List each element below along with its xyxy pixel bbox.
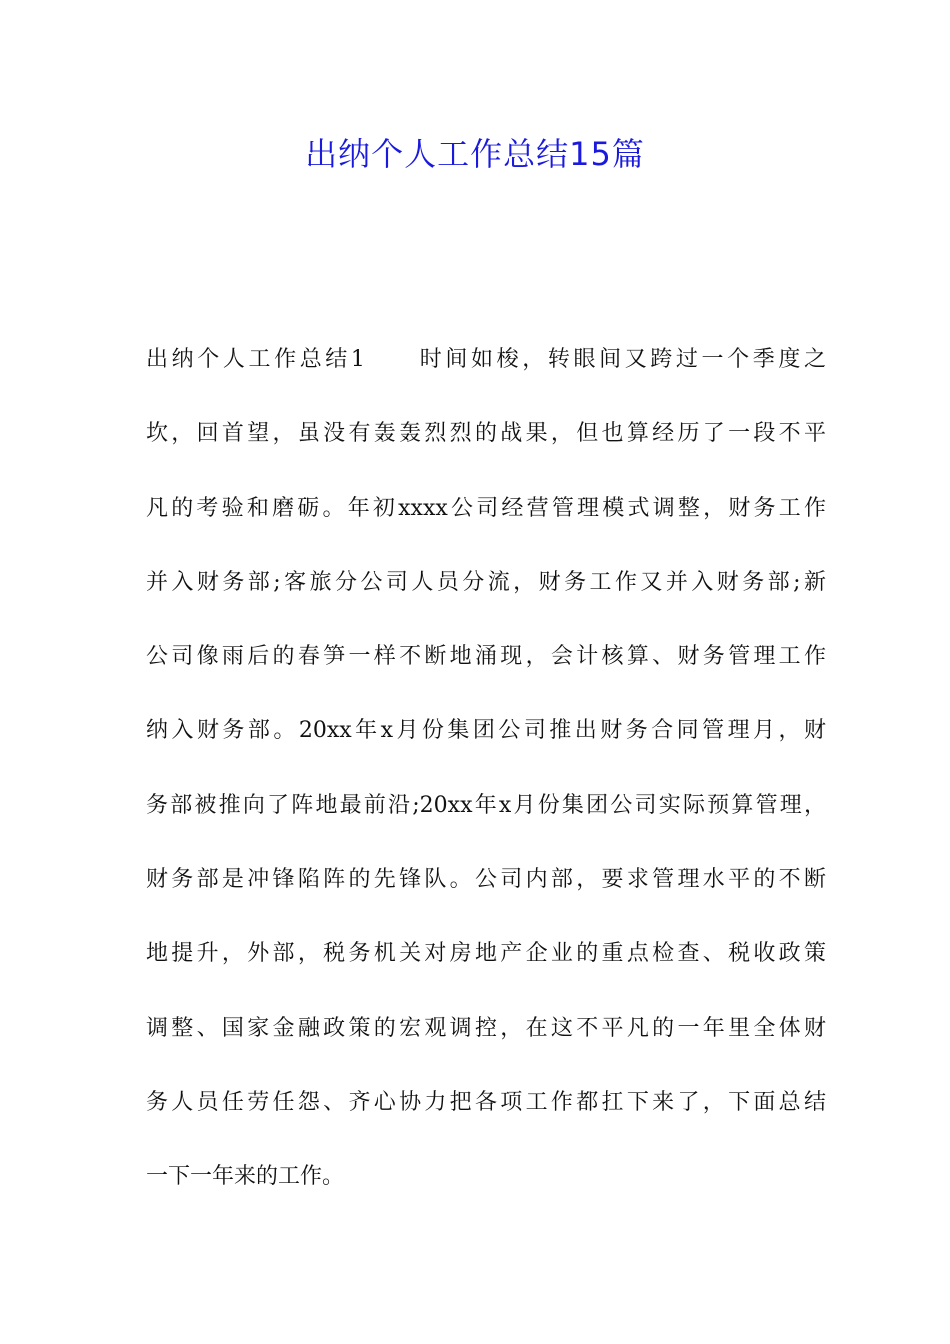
body-line: 财务部是冲锋陷阵的先锋队。公司内部，要求管理水平的不断: [146, 867, 826, 893]
body-line: 凡的考验和磨砺。年初xxxx公司经营管理模式调整，财务工作: [146, 495, 826, 521]
body-line: 并入财务部;客旅分公司人员分流，财务工作又并入财务部;新: [146, 569, 826, 595]
body-line: 务人员任劳任怨、齐心协力把各项工作都扛下来了，下面总结: [146, 1089, 826, 1115]
body-line: 公司像雨后的春笋一样不断地涌现，会计核算、财务管理工作: [146, 644, 826, 670]
body-line: 纳入财务部。20xx年x月份集团公司推出财务合同管理月，财: [146, 718, 826, 744]
body-line: 务部被推向了阵地最前沿;20xx年x月份集团公司实际预算管理，: [146, 792, 826, 818]
body-line: 调整、国家金融政策的宏观调控，在这不平凡的一年里全体财: [146, 1015, 826, 1041]
body-line: 出纳个人工作总结1 时间如梭，转眼间又跨过一个季度之: [146, 347, 826, 372]
body-line: 坎，回首望，虽没有轰轰烈烈的战果，但也算经历了一段不平: [146, 421, 826, 447]
body-line: 地提升，外部，税务机关对房地产企业的重点检查、税收政策: [146, 941, 826, 967]
document-title: 出纳个人工作总结15篇: [305, 135, 645, 173]
document-body: [146, 334, 826, 1226]
body-line: 一下一年来的工作。: [146, 1164, 345, 1190]
